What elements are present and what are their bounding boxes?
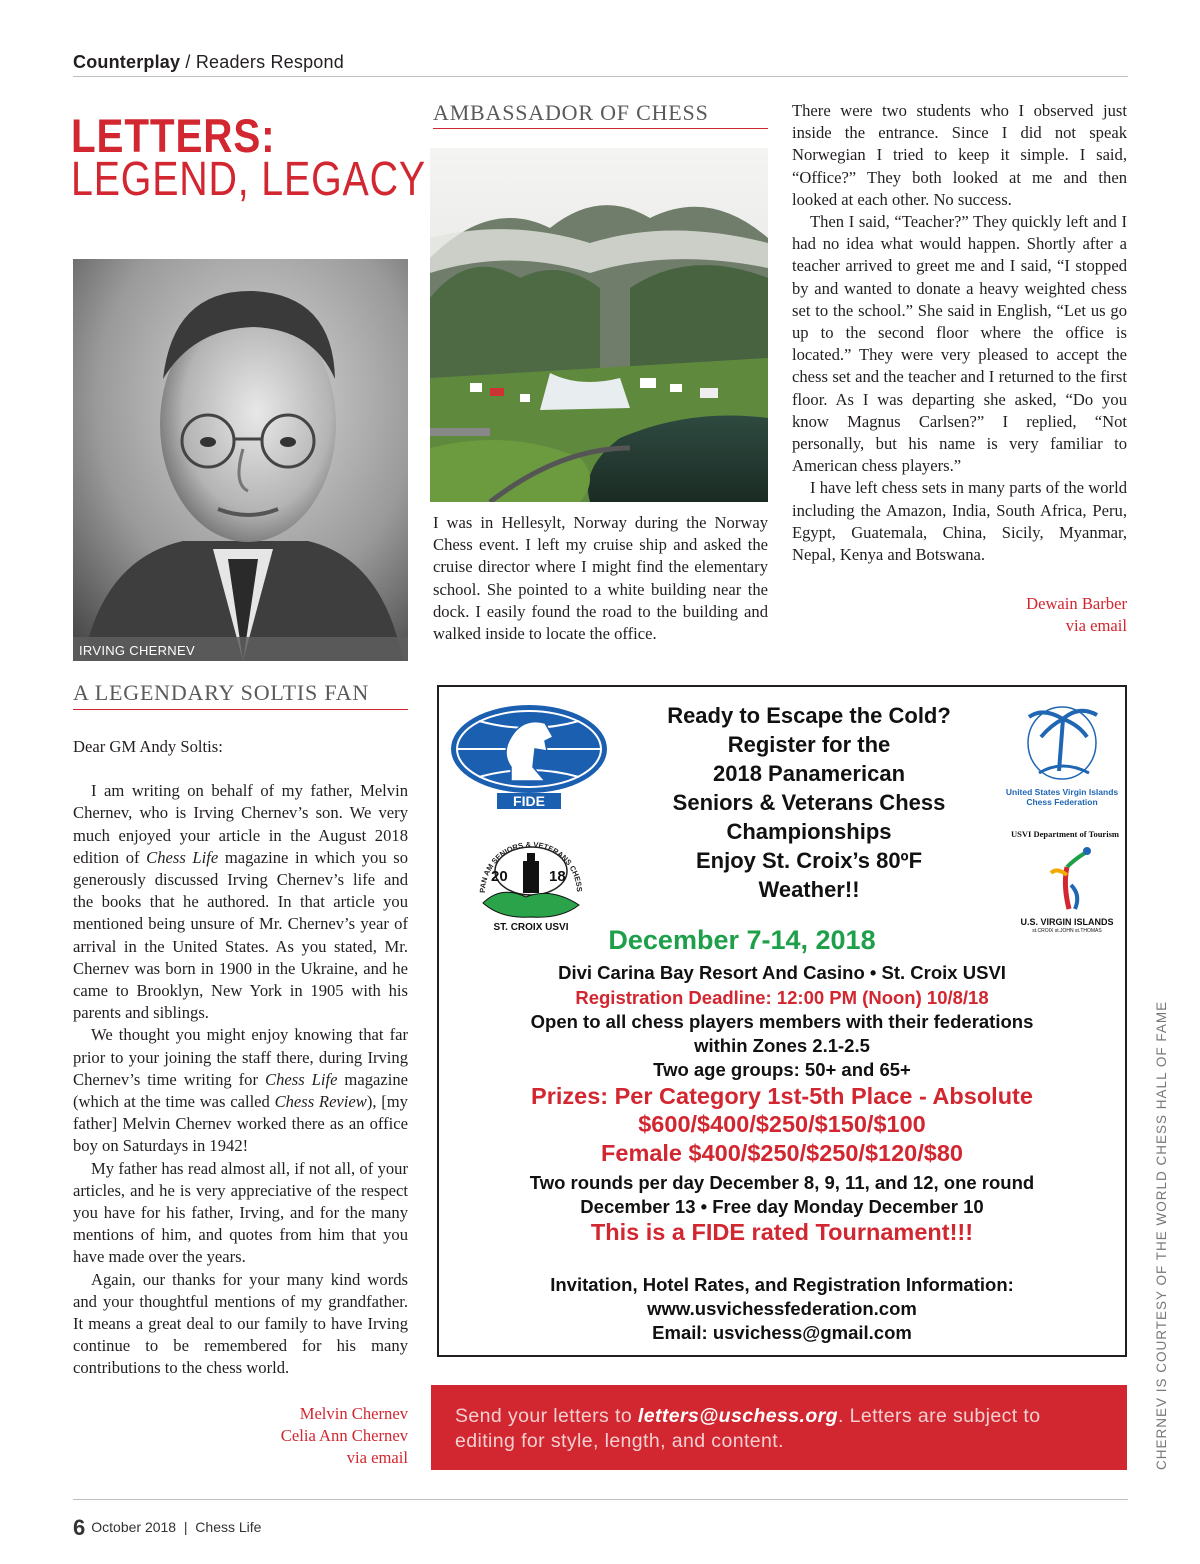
headline-line-1: Ready to Escape the Cold?	[667, 703, 951, 728]
banner-email-link[interactable]: letters@uschess.org	[637, 1405, 838, 1427]
portrait-photo	[73, 259, 408, 661]
headline-line-6: Enjoy St. Croix’s 80ºF	[695, 848, 923, 873]
ad-prizes-female: Female $400/$250/$250/$120/$80	[601, 1140, 963, 1166]
letters-banner	[431, 1385, 1127, 1470]
soltis-paragraph-4: Again, our thanks for your many kind words and your thoughtful mentions of my grandfather. It means a great deal to our family to have Irving continue to be remembered for his many contributions to the chess world.	[73, 1269, 408, 1378]
section-name: Counterplay	[73, 52, 181, 72]
ad-prizes-line-2: $600/$400/$250/$150/$100	[638, 1111, 926, 1137]
soltis-signature	[73, 1403, 408, 1470]
tournament-advertisement	[437, 685, 1127, 1357]
signature-name-2: Celia Ann Chernev	[280, 1426, 408, 1446]
ad-rounds-line-2: December 13 • Free day Monday December 10	[580, 1196, 984, 1217]
ad-prizes-line-1: Prizes: Per Category 1st-5th Place - Absolute	[531, 1083, 1033, 1109]
usvi-tourism-logo	[1039, 845, 1099, 911]
seal-year-left: 20	[491, 868, 508, 885]
portrait-caption: IRVING CHERNEV	[79, 643, 195, 658]
photo-credit: CHERNEV IS COURTESY OF THE WORLD CHESS HALL OF FAME	[1154, 1000, 1169, 1470]
ad-dates: December 7-14, 2018	[608, 925, 876, 955]
signature-name-1: Melvin Chernev	[299, 1404, 408, 1423]
usvi-islands-label: U.S. VIRGIN ISLANDS	[1020, 917, 1114, 927]
footer-issue: October 2018	[91, 1519, 177, 1535]
ad-deadline: Registration Deadline: 12:00 PM (Noon) 10/8/18	[575, 987, 989, 1008]
usvi-federation-logo	[999, 701, 1125, 811]
usvi-tourism-label: USVI Department of Tourism	[1011, 829, 1119, 839]
ad-open-line-2: within Zones 2.1-2.5	[694, 1035, 870, 1056]
signature-name: Dewain Barber	[1026, 594, 1127, 613]
banner-text-post: . Letters are subject to editing for style, length, and content.	[455, 1405, 1041, 1452]
salutation: Dear GM Andy Soltis:	[73, 737, 223, 756]
page-title-line1: LETTERS:	[71, 109, 276, 162]
soltis-paragraph-2: We thought you might enjoy knowing that far prior to your joining the staff there, during Irving Chernev’s time writing for Chess Life magazine (which at the time was called Chess Review), [my father] Melvin Chernev worked there as an office boy on Saturdays in 1942!	[73, 1025, 409, 1156]
seal-location: ST. CROIX USVI	[493, 922, 569, 933]
running-header	[73, 52, 344, 73]
fide-logo	[449, 701, 609, 811]
ambassador-signature	[792, 593, 1127, 637]
headline-line-7: Weather!!	[758, 877, 860, 902]
signature-via: via email	[346, 1448, 408, 1468]
page-title-line2: LEGEND, LEGACY	[71, 153, 426, 206]
ad-headline	[629, 701, 989, 904]
headline-line-2: Register for the	[727, 732, 891, 757]
soltis-heading-rule	[73, 709, 408, 710]
seal-year-right: 18	[549, 868, 566, 885]
ambassador-paragraph-1: I was in Hellesylt, Norway during the Norway Chess event. I left my cruise ship and asked the cruise director where I might find the elementary school. She pointed to a white building near the dock. I easily found the road to the building and walked inside to locate the office.	[433, 513, 768, 644]
ambassador-paragraph-2: Then I said, “Teacher?” They quickly left and I had no idea what would happen. Shortly after a teacher arrived to greet me and I said, “I stopped by and wanted to donate a heavy weighted chess set to the school.” She said in English, “Let us go up to the second floor where the office is located.” They were very pleased to accept the chess set and the teacher and I returned to the first floor. As I was departing she asked, “Do you know Magnus Carlsen?” I replied, “Not personally, but his name is very familiar to American chess players.”	[792, 212, 1127, 476]
ambassador-column-2	[792, 100, 1127, 566]
ambassador-heading: AMBASSADOR OF CHESS	[433, 100, 709, 125]
page-number: 6	[73, 1515, 86, 1540]
ad-fide-rated: This is a FIDE rated Tournament!!!	[590, 1219, 974, 1245]
ad-info-line: Invitation, Hotel Rates, and Registration Information:	[550, 1274, 1014, 1295]
footer-magazine: Chess Life	[195, 1519, 262, 1535]
soltis-letter	[73, 736, 408, 1380]
banner-text-pre: Send your letters to	[455, 1405, 638, 1427]
signature-via: via email	[1065, 616, 1127, 636]
usvi-islands-sub: st.CROIX st.JOHN st.THOMAS	[1032, 928, 1102, 934]
fide-label: FIDE	[513, 793, 545, 809]
ad-website[interactable]: www.usvichessfederation.com	[647, 1298, 917, 1319]
footer-rule	[73, 1499, 1128, 1500]
pan-am-seal	[471, 823, 591, 935]
usvi-federation-name: United States Virgin Islands Chess Federation	[1005, 787, 1119, 807]
ad-open-line-1: Open to all chess players members with their federations	[530, 1011, 1034, 1032]
ambassador-paragraph-3: I have left chess sets in many parts of the world including the Amazon, India, South Africa, Peru, Egypt, Guatemala, China, Sicily, Myanmar, Nepal, Kenya and Botswana.	[792, 478, 1127, 565]
seal-arc-text: PAN AM SENIORS & VETERANS CHESS	[477, 839, 585, 894]
ad-venue: Divi Carina Bay Resort And Casino • St. Croix USVI	[558, 962, 1006, 983]
headline-line-3: 2018 Panamerican	[712, 761, 906, 786]
subsection-name: Readers Respond	[195, 52, 344, 72]
soltis-heading: A LEGENDARY SOLTIS FAN	[73, 680, 370, 705]
ambassador-paragraph-1-cont: There were two students who I observed just inside the entrance. Since I did not speak Norwegian I tried to keep it simple. I said, “Office?” They both looked at me and then looked at each other. No success.	[792, 101, 1127, 209]
ambassador-heading-rule	[433, 128, 768, 129]
footer-separator: |	[183, 1519, 188, 1535]
header-separator: /	[180, 52, 196, 72]
page-footer	[73, 1515, 261, 1541]
ad-email[interactable]: Email: usvichess@gmail.com	[652, 1322, 912, 1343]
header-rule	[73, 76, 1128, 77]
headline-line-4: Seniors & Veterans Chess	[672, 790, 946, 815]
ad-age-groups: Two age groups: 50+ and 65+	[653, 1059, 911, 1080]
soltis-paragraph-1: I am writing on behalf of my father, Melvin Chernev, who is Irving Chernev’s son. We very much enjoyed your article in the August 2018 edition of Chess Life magazine in which you so generously discussed Irving Chernev’s life and the books that he authored. In that article you mentioned being unsure of Mr. Chernev’s year of arrival in the United States. As you stated, Mr. Chernev was born in 1900 in the Ukraine, and he came to Brooklyn, New York in 1905 with his parents and siblings.	[73, 781, 408, 1023]
hellesylt-photo	[430, 148, 768, 502]
headline-line-5: Championships	[726, 819, 892, 844]
soltis-paragraph-3: My father has read almost all, if not all, of your articles, and he is very appreciative of the respect you have for his father, Irving, and for the many mentions of him, and quotes from him that you have made over the years.	[73, 1158, 408, 1267]
ad-rounds-line-1: Two rounds per day December 8, 9, 11, and 12, one round	[529, 1172, 1035, 1193]
